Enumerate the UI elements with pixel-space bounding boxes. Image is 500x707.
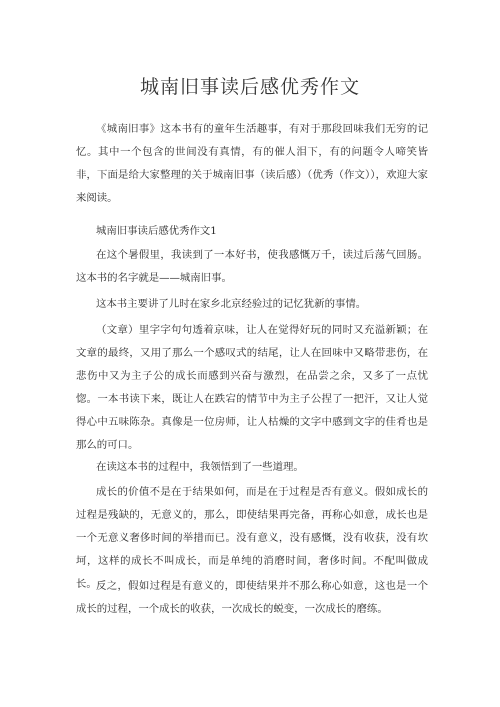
paragraph-4: 在读这本书的过程中，我领悟到了一些道理。: [96, 461, 304, 473]
paragraph-6: 反之，假如过程是有意义的，即使结果并不那么称心如意，这也是一个成长的过程，一个成长的收获，一次成长的蜕变，一次成长的磨练。: [76, 580, 428, 615]
section-heading: 城南旧事读后感优秀作文1: [96, 225, 217, 237]
document-title: 城南旧事读后感优秀作文: [139, 76, 360, 98]
intro-paragraph: 《城南旧事》这本书有的童年生活趣事，有对于那段回味我们无穷的记忆。其中一个包含的世间没有真情，有的催人泪下，有的问题令人啼笑皆非，下面是给大家整理的关于城南旧事（读后感）（优秀（作文）），欢迎大家来阅读。: [76, 123, 428, 204]
paragraph-1: 在这个暑假里，我读到了一本好书，使我感慨万千，读过后荡气回肠。这本书的名字就是——城南旧事。: [76, 249, 428, 284]
paragraph-3: （文章）里字字句句透着京味，让人在觉得好玩的同时又充溢新颖；在文章的最终，又用了那么一个感叹式的结尾，让人在回味中又略带悲伤，在悲伤中又为主子公的成长而感到兴奋与激烈，在品尝之余，又多了一点忧惚。一本书读下来，既让人在跌宕的情节中为主子公捏了一把汗，又让人觉得心中五味陈杂。真像是一位房师，让人枯燥的文字中感到文字的佳肴也是那么的可口。: [76, 324, 428, 451]
paragraph-2: 这本书主要讲了儿时在家乡北京经验过的记忆犹新的事情。: [96, 298, 367, 310]
paragraph-5: 成长的价值不是在于结果如何，而是在于过程是否有意义。假如成长的过程是残缺的，无意义的，那么，即使结果再完备，再称心如意，成长也是一个无意义奢侈时间的举措而已。没有意义，没有感慨，没有收获，没有坎坷，这样的成长不叫成长，而是单纯的消磨时间，奢侈时间。不配叫做成长。: [76, 486, 428, 590]
